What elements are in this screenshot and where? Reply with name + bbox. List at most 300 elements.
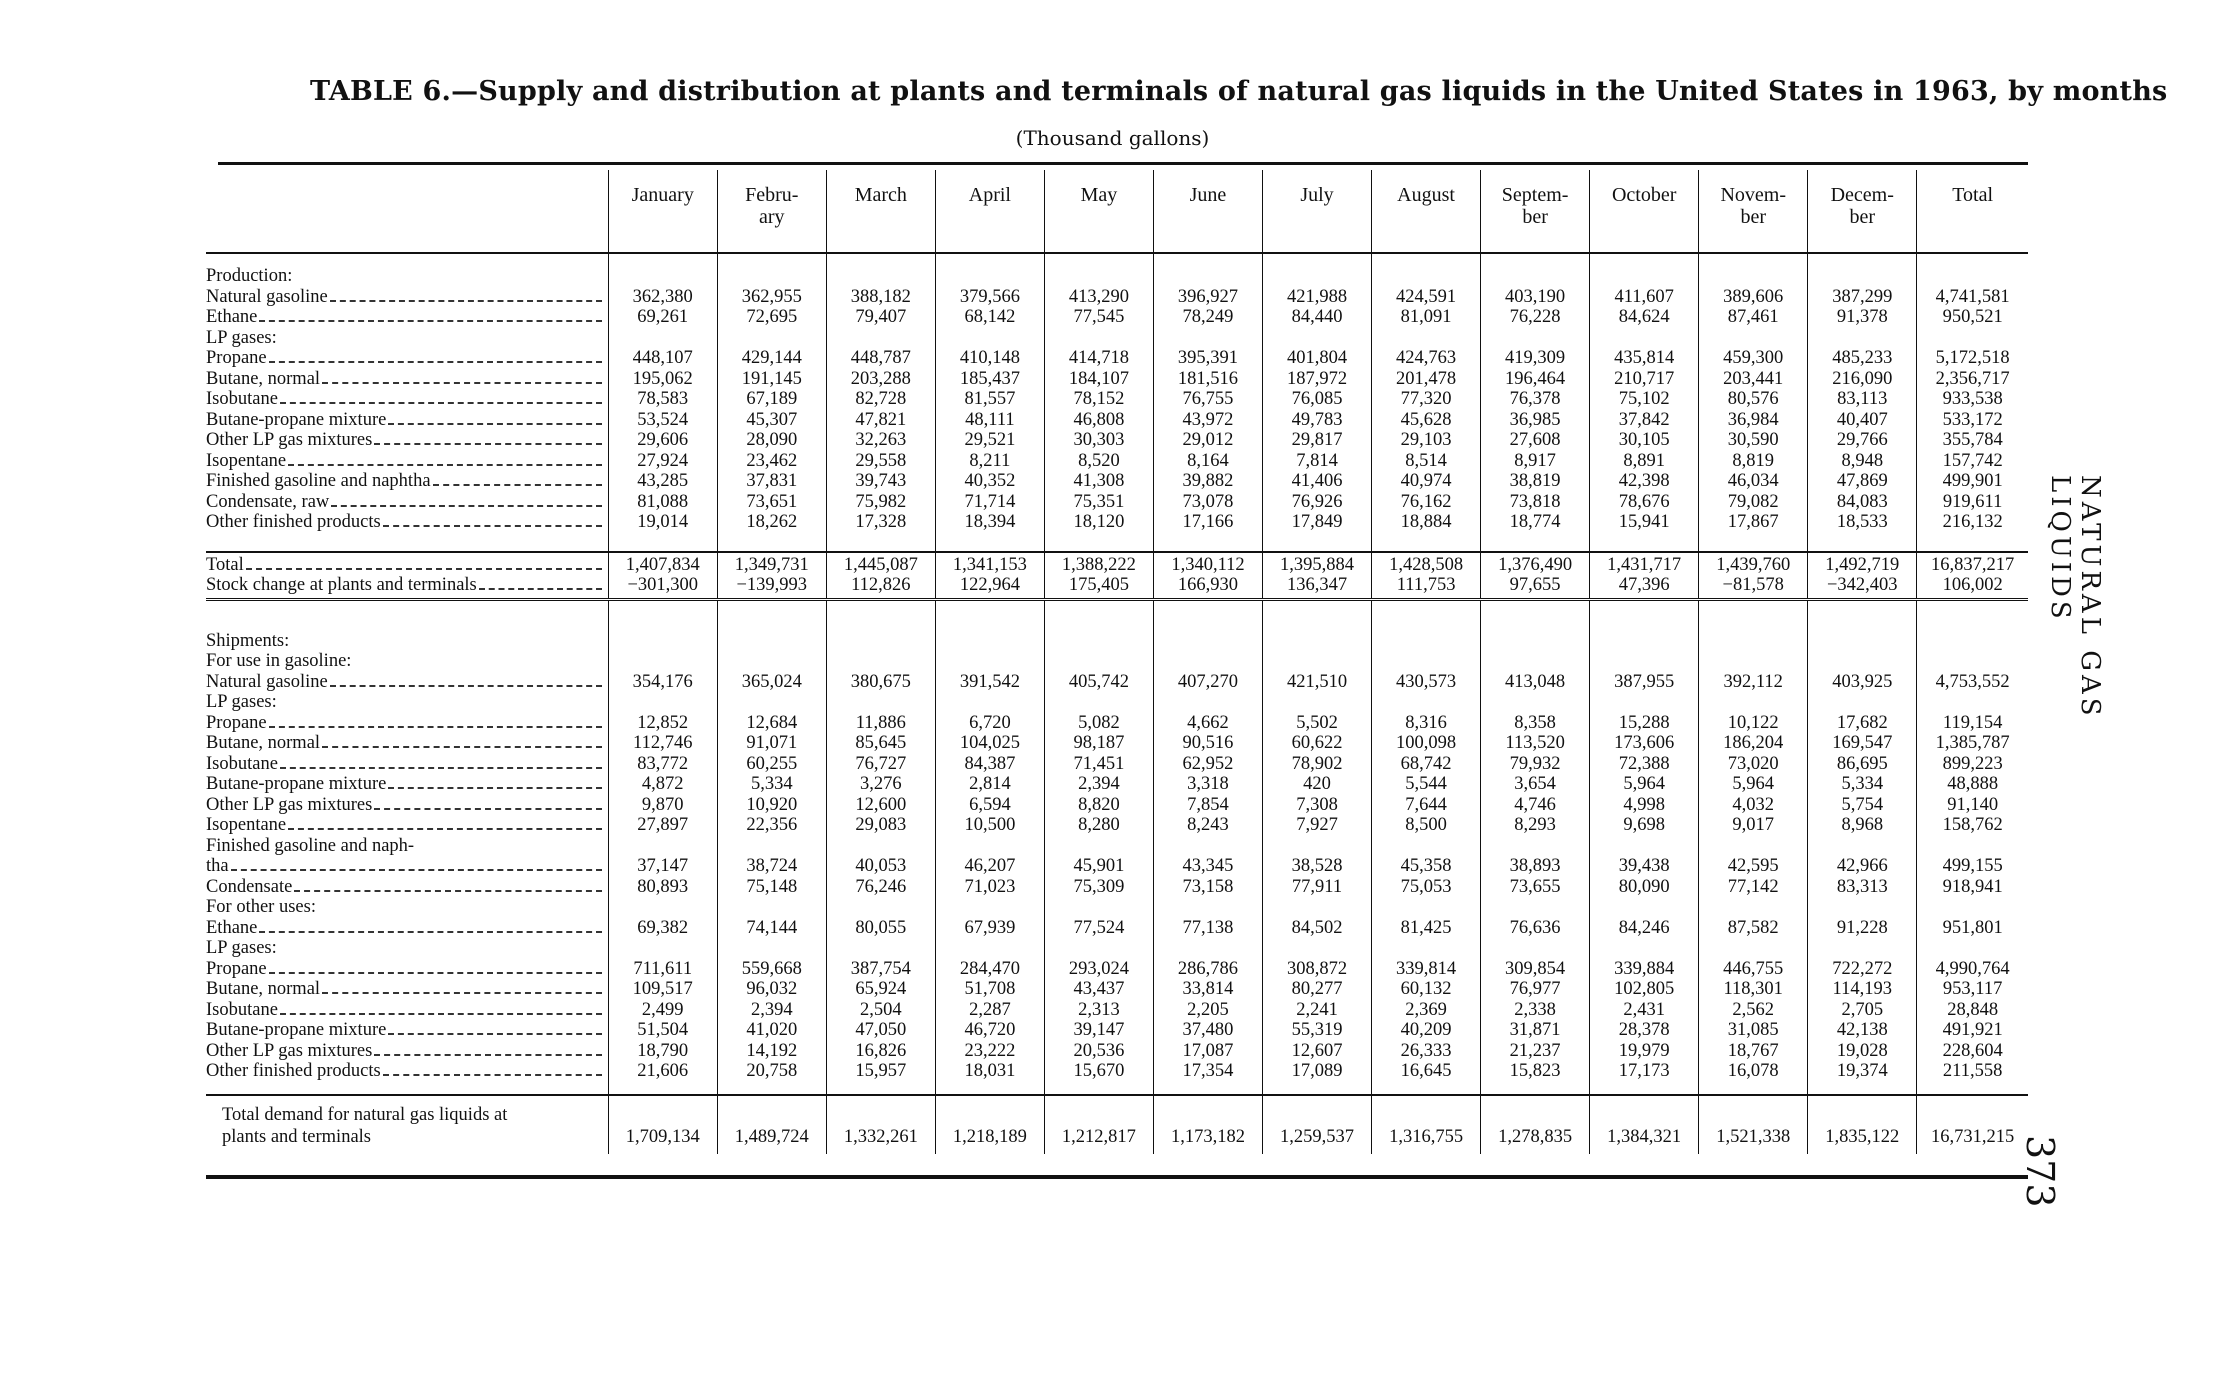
value-cell: 10,500 xyxy=(935,815,1044,836)
value-cell: 29,083 xyxy=(826,815,935,836)
value-cell xyxy=(1590,836,1699,857)
value-cell xyxy=(1263,938,1372,959)
row-label-cell xyxy=(206,774,608,795)
value-cell: 37,147 xyxy=(608,856,717,877)
value-cell: 76,755 xyxy=(1153,389,1262,410)
spacer-cell xyxy=(1263,533,1372,552)
value-cell: 22,356 xyxy=(717,815,826,836)
value-cell: 7,854 xyxy=(1153,795,1262,816)
value-cell: 169,547 xyxy=(1808,733,1917,754)
value-cell: 86,695 xyxy=(1808,754,1917,775)
value-cell: 84,440 xyxy=(1263,307,1372,328)
column-header: June xyxy=(1153,170,1262,253)
value-cell xyxy=(1917,651,2028,672)
value-cell: 407,270 xyxy=(1153,672,1262,693)
value-cell: 1,173,182 xyxy=(1153,1095,1262,1154)
value-cell: 37,831 xyxy=(717,471,826,492)
row-label: Butane-propane mixture xyxy=(206,1020,387,1040)
table-row xyxy=(206,1061,2028,1082)
value-cell: 5,334 xyxy=(1808,774,1917,795)
value-cell: 98,187 xyxy=(1044,733,1153,754)
value-cell: 29,558 xyxy=(826,451,935,472)
table-row xyxy=(206,774,2028,795)
value-cell: 1,709,134 xyxy=(608,1095,717,1154)
bottom-rule xyxy=(206,1175,2028,1179)
value-cell: 8,164 xyxy=(1153,451,1262,472)
value-cell: 76,162 xyxy=(1372,492,1481,513)
value-cell xyxy=(826,651,935,672)
value-cell xyxy=(1917,266,2028,287)
value-cell: 953,117 xyxy=(1917,979,2028,1000)
value-cell xyxy=(1590,266,1699,287)
value-cell xyxy=(1372,836,1481,857)
value-cell xyxy=(1372,897,1481,918)
value-cell: −342,403 xyxy=(1808,575,1917,599)
leader-dots xyxy=(269,972,602,974)
spacer-row xyxy=(206,599,2028,613)
value-cell: 9,698 xyxy=(1590,815,1699,836)
value-cell xyxy=(935,897,1044,918)
value-cell: 32,263 xyxy=(826,430,935,451)
value-cell: 42,595 xyxy=(1699,856,1808,877)
spacer-row xyxy=(206,253,2028,266)
value-cell: 211,558 xyxy=(1917,1061,2028,1082)
row-label: Ethane xyxy=(206,307,258,327)
value-cell xyxy=(1481,836,1590,857)
value-cell: 722,272 xyxy=(1808,959,1917,980)
row-label: Finished gasoline and naphtha xyxy=(206,471,431,491)
value-cell: 8,917 xyxy=(1481,451,1590,472)
table-row xyxy=(206,1041,2028,1062)
spacer-cell xyxy=(1917,599,2028,613)
value-cell: 12,684 xyxy=(717,713,826,734)
leader-dots xyxy=(280,767,602,769)
value-cell: 18,031 xyxy=(935,1061,1044,1082)
value-cell: 1,388,222 xyxy=(1044,552,1153,576)
value-cell xyxy=(1699,938,1808,959)
value-cell: 2,287 xyxy=(935,1000,1044,1021)
row-label-cell xyxy=(206,836,608,857)
leader-dots xyxy=(246,568,602,570)
value-cell: 17,087 xyxy=(1153,1041,1262,1062)
value-cell: 55,319 xyxy=(1263,1020,1372,1041)
spacer-cell xyxy=(1590,1082,1699,1095)
value-cell xyxy=(1372,692,1481,713)
value-cell xyxy=(1153,836,1262,857)
spacer-cell xyxy=(1590,253,1699,266)
value-cell: 38,528 xyxy=(1263,856,1372,877)
value-cell: 83,113 xyxy=(1808,389,1917,410)
spacer-cell xyxy=(1372,533,1481,552)
value-cell: 119,154 xyxy=(1917,713,2028,734)
value-cell: 73,651 xyxy=(717,492,826,513)
value-cell: 112,746 xyxy=(608,733,717,754)
value-cell: 46,808 xyxy=(1044,410,1153,431)
column-header: January xyxy=(608,170,717,253)
table-row xyxy=(206,430,2028,451)
value-cell: 11,886 xyxy=(826,713,935,734)
value-cell: 430,573 xyxy=(1372,672,1481,693)
value-cell: 1,489,724 xyxy=(717,1095,826,1154)
value-cell: 4,990,764 xyxy=(1917,959,2028,980)
value-cell: 1,431,717 xyxy=(1590,552,1699,576)
value-cell xyxy=(1808,692,1917,713)
value-cell xyxy=(1481,897,1590,918)
spacer-cell xyxy=(1481,253,1590,266)
value-cell: 158,762 xyxy=(1917,815,2028,836)
value-cell: 91,378 xyxy=(1808,307,1917,328)
row-label-cell xyxy=(206,1020,608,1041)
leader-dots xyxy=(280,1013,602,1015)
row-label-cell xyxy=(206,410,608,431)
spacer-cell xyxy=(608,1082,717,1095)
value-cell: 8,243 xyxy=(1153,815,1262,836)
row-label-cell xyxy=(206,512,608,533)
value-cell: 12,852 xyxy=(608,713,717,734)
value-cell: 100,098 xyxy=(1372,733,1481,754)
value-cell: 42,966 xyxy=(1808,856,1917,877)
value-cell: 80,090 xyxy=(1590,877,1699,898)
value-cell: 16,078 xyxy=(1699,1061,1808,1082)
value-cell: 91,140 xyxy=(1917,795,2028,816)
value-cell: 309,854 xyxy=(1481,959,1590,980)
value-cell xyxy=(1808,266,1917,287)
table-row xyxy=(206,795,2028,816)
value-cell: 12,600 xyxy=(826,795,935,816)
spacer-cell xyxy=(1263,599,1372,613)
row-label: Butane, normal xyxy=(206,979,321,999)
value-cell: 17,089 xyxy=(1263,1061,1372,1082)
value-cell: 18,790 xyxy=(608,1041,717,1062)
row-label-cell xyxy=(206,1061,608,1082)
value-cell: 8,358 xyxy=(1481,713,1590,734)
value-cell xyxy=(608,938,717,959)
value-cell xyxy=(826,328,935,349)
value-cell: 339,814 xyxy=(1372,959,1481,980)
value-cell: 203,441 xyxy=(1699,369,1808,390)
leader-dots xyxy=(388,1033,601,1035)
value-cell: 46,720 xyxy=(935,1020,1044,1041)
value-cell xyxy=(1372,328,1481,349)
column-header: Septem- ber xyxy=(1481,170,1590,253)
value-cell xyxy=(1044,631,1153,652)
value-cell: 53,524 xyxy=(608,410,717,431)
column-header: Decem- ber xyxy=(1808,170,1917,253)
value-cell: 414,718 xyxy=(1044,348,1153,369)
value-cell: 106,002 xyxy=(1917,575,2028,599)
value-cell: 75,309 xyxy=(1044,877,1153,898)
spacer-cell xyxy=(1044,253,1153,266)
table-row xyxy=(206,348,2028,369)
spacer-cell xyxy=(826,533,935,552)
leader-dots xyxy=(280,402,602,404)
value-cell: 40,053 xyxy=(826,856,935,877)
spacer-cell xyxy=(206,599,608,613)
value-cell xyxy=(1590,651,1699,672)
value-cell: 950,521 xyxy=(1917,307,2028,328)
value-cell: 4,746 xyxy=(1481,795,1590,816)
value-cell: 77,320 xyxy=(1372,389,1481,410)
table-row xyxy=(206,754,2028,775)
value-cell xyxy=(1263,631,1372,652)
row-label: tha xyxy=(206,856,229,876)
value-cell: 75,148 xyxy=(717,877,826,898)
page-number: 373 xyxy=(2018,1135,2062,1208)
value-cell xyxy=(826,836,935,857)
value-cell: 102,805 xyxy=(1590,979,1699,1000)
value-cell: 228,604 xyxy=(1917,1041,2028,1062)
value-cell xyxy=(717,266,826,287)
value-cell: 42,398 xyxy=(1590,471,1699,492)
value-cell: 1,835,122 xyxy=(1808,1095,1917,1154)
value-cell: 90,516 xyxy=(1153,733,1262,754)
spacer-cell xyxy=(826,613,935,631)
spacer-row xyxy=(206,533,2028,552)
value-cell: 559,668 xyxy=(717,959,826,980)
value-cell: 186,204 xyxy=(1699,733,1808,754)
value-cell: 77,524 xyxy=(1044,918,1153,939)
value-cell: 30,105 xyxy=(1590,430,1699,451)
value-cell: 19,374 xyxy=(1808,1061,1917,1082)
value-cell: 175,405 xyxy=(1044,575,1153,599)
spacer-cell xyxy=(717,613,826,631)
value-cell: 91,071 xyxy=(717,733,826,754)
value-cell: 136,347 xyxy=(1263,575,1372,599)
value-cell: 15,957 xyxy=(826,1061,935,1082)
value-cell: 4,032 xyxy=(1699,795,1808,816)
value-cell: 3,318 xyxy=(1153,774,1262,795)
value-cell: 8,280 xyxy=(1044,815,1153,836)
leader-dots xyxy=(288,828,602,830)
value-cell: 1,316,755 xyxy=(1372,1095,1481,1154)
row-label-cell xyxy=(206,389,608,410)
table-row xyxy=(206,552,2028,576)
value-cell: 1,218,189 xyxy=(935,1095,1044,1154)
value-cell: 919,611 xyxy=(1917,492,2028,513)
spacer-row xyxy=(206,1082,2028,1095)
value-cell xyxy=(1044,692,1153,713)
row-label: Natural gasoline xyxy=(206,671,328,692)
value-cell: 8,500 xyxy=(1372,815,1481,836)
value-cell: 284,470 xyxy=(935,959,1044,980)
value-cell: 185,437 xyxy=(935,369,1044,390)
value-cell: 77,911 xyxy=(1263,877,1372,898)
value-cell xyxy=(1808,328,1917,349)
row-label-cell xyxy=(206,631,608,652)
value-cell: 387,754 xyxy=(826,959,935,980)
row-label: Propane xyxy=(206,958,267,979)
row-label-cell xyxy=(206,307,608,328)
row-label-cell xyxy=(206,897,608,918)
top-rule xyxy=(218,162,2028,165)
value-cell: 77,142 xyxy=(1699,877,1808,898)
spacer-cell xyxy=(1808,533,1917,552)
leader-dots xyxy=(322,382,602,384)
value-cell: 2,705 xyxy=(1808,1000,1917,1021)
value-cell xyxy=(1699,897,1808,918)
row-label-cell xyxy=(206,733,608,754)
spacer-cell xyxy=(1699,253,1808,266)
value-cell: 85,645 xyxy=(826,733,935,754)
value-cell: 419,309 xyxy=(1481,348,1590,369)
value-cell: 73,818 xyxy=(1481,492,1590,513)
row-label-cell xyxy=(206,979,608,1000)
leader-dots xyxy=(374,443,601,445)
value-cell xyxy=(717,836,826,857)
value-cell: 2,394 xyxy=(717,1000,826,1021)
leader-dots xyxy=(331,505,601,507)
value-cell: 1,385,787 xyxy=(1917,733,2028,754)
leader-dots xyxy=(388,423,601,425)
value-cell: 26,333 xyxy=(1372,1041,1481,1062)
value-cell xyxy=(1590,631,1699,652)
value-cell xyxy=(1699,651,1808,672)
table-body xyxy=(206,253,2028,1154)
value-cell: 81,557 xyxy=(935,389,1044,410)
spacer-cell xyxy=(1372,613,1481,631)
table-row xyxy=(206,287,2028,308)
table-row xyxy=(206,451,2028,472)
leader-dots xyxy=(374,808,601,810)
value-cell: 362,955 xyxy=(717,287,826,308)
row-label-cell xyxy=(206,369,608,390)
value-cell: 391,542 xyxy=(935,672,1044,693)
value-cell: 73,078 xyxy=(1153,492,1262,513)
value-cell: 27,897 xyxy=(608,815,717,836)
value-cell: 380,675 xyxy=(826,672,935,693)
value-cell: 84,387 xyxy=(935,754,1044,775)
spacer-cell xyxy=(1481,599,1590,613)
value-cell: 420 xyxy=(1263,774,1372,795)
value-cell: 6,720 xyxy=(935,713,1044,734)
value-cell: 75,102 xyxy=(1590,389,1699,410)
value-cell: 91,228 xyxy=(1808,918,1917,939)
value-cell: 73,158 xyxy=(1153,877,1262,898)
value-cell: 5,502 xyxy=(1263,713,1372,734)
spacer-row xyxy=(206,613,2028,631)
value-cell: 1,428,508 xyxy=(1372,552,1481,576)
value-cell: 8,514 xyxy=(1372,451,1481,472)
value-cell xyxy=(608,266,717,287)
value-cell: 75,053 xyxy=(1372,877,1481,898)
value-cell: 15,823 xyxy=(1481,1061,1590,1082)
value-cell: 48,111 xyxy=(935,410,1044,431)
value-cell: 83,313 xyxy=(1808,877,1917,898)
value-cell: 448,787 xyxy=(826,348,935,369)
spacer-cell xyxy=(717,1082,826,1095)
row-label: Production: xyxy=(206,266,293,286)
spacer-cell xyxy=(935,253,1044,266)
value-cell: 2,814 xyxy=(935,774,1044,795)
value-cell: 46,034 xyxy=(1699,471,1808,492)
value-cell: 43,285 xyxy=(608,471,717,492)
table-row xyxy=(206,492,2028,513)
value-cell: 28,090 xyxy=(717,430,826,451)
row-label: Condensate, raw xyxy=(206,491,330,512)
spacer-cell xyxy=(1481,1082,1590,1095)
value-cell: 17,328 xyxy=(826,512,935,533)
value-cell: 3,276 xyxy=(826,774,935,795)
value-cell: 1,407,834 xyxy=(608,552,717,576)
value-cell xyxy=(826,266,935,287)
spacer-cell xyxy=(1044,599,1153,613)
table-row xyxy=(206,815,2028,836)
spacer-cell xyxy=(608,599,717,613)
value-cell: 216,090 xyxy=(1808,369,1917,390)
spacer-cell xyxy=(1590,599,1699,613)
value-cell: 17,849 xyxy=(1263,512,1372,533)
value-cell: 118,301 xyxy=(1699,979,1808,1000)
spacer-cell xyxy=(935,599,1044,613)
value-cell xyxy=(1699,266,1808,287)
section-heading-row xyxy=(206,897,2028,918)
row-label-cell xyxy=(206,651,608,672)
value-cell: 2,562 xyxy=(1699,1000,1808,1021)
value-cell: 109,517 xyxy=(608,979,717,1000)
spacer-cell xyxy=(1590,613,1699,631)
value-cell xyxy=(608,328,717,349)
value-cell: 14,192 xyxy=(717,1041,826,1062)
row-label: Other finished products xyxy=(206,1061,381,1081)
value-cell xyxy=(935,631,1044,652)
value-cell: 27,924 xyxy=(608,451,717,472)
value-cell xyxy=(1372,266,1481,287)
value-cell: 21,606 xyxy=(608,1061,717,1082)
row-label: Isobutane xyxy=(206,753,278,774)
spacer-cell xyxy=(1917,533,2028,552)
row-label-cell xyxy=(206,451,608,472)
column-header: Febru- ary xyxy=(717,170,826,253)
value-cell: 80,055 xyxy=(826,918,935,939)
row-label: Butane, normal xyxy=(206,733,321,753)
value-cell: 16,645 xyxy=(1372,1061,1481,1082)
value-cell xyxy=(1044,836,1153,857)
spacer-cell xyxy=(1153,613,1262,631)
value-cell: 60,132 xyxy=(1372,979,1481,1000)
value-cell xyxy=(717,328,826,349)
value-cell: 60,622 xyxy=(1263,733,1372,754)
spacer-cell xyxy=(826,599,935,613)
value-cell: 84,083 xyxy=(1808,492,1917,513)
spacer-cell xyxy=(206,613,608,631)
spacer-cell xyxy=(206,533,608,552)
value-cell: 2,205 xyxy=(1153,1000,1262,1021)
value-cell: 8,293 xyxy=(1481,815,1590,836)
value-cell: 196,464 xyxy=(1481,369,1590,390)
value-cell: 45,358 xyxy=(1372,856,1481,877)
spacer-cell xyxy=(826,1082,935,1095)
value-cell: 21,237 xyxy=(1481,1041,1590,1062)
value-cell xyxy=(608,897,717,918)
value-cell: 2,356,717 xyxy=(1917,369,2028,390)
value-cell: 71,714 xyxy=(935,492,1044,513)
value-cell: 74,144 xyxy=(717,918,826,939)
value-cell xyxy=(1263,692,1372,713)
value-cell: 10,122 xyxy=(1699,713,1808,734)
value-cell: 9,017 xyxy=(1699,815,1808,836)
spacer-cell xyxy=(1153,533,1262,552)
value-cell: 933,538 xyxy=(1917,389,2028,410)
value-cell xyxy=(1481,938,1590,959)
value-cell xyxy=(935,836,1044,857)
value-cell xyxy=(608,651,717,672)
value-cell xyxy=(1590,328,1699,349)
header-row xyxy=(206,170,2028,253)
row-label-cell xyxy=(206,815,608,836)
value-cell: 71,023 xyxy=(935,877,1044,898)
value-cell: 23,462 xyxy=(717,451,826,472)
value-cell: 62,952 xyxy=(1153,754,1262,775)
